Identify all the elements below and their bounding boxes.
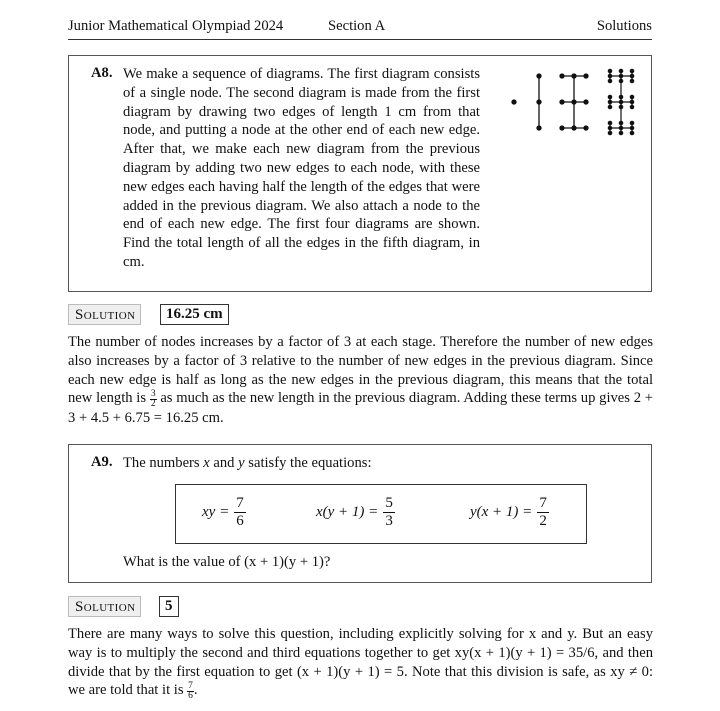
solution-a9-part-1: There are many ways to solve this question, including explicitly solving for x and y. But an easy way is to multiply the second and third equations together to get xy(x + 1)(y + 1) = 35/6, and then divide that by the first equation to get (x + 1)(y + 1) = 5. Note that this division is safe, as xy ≠ 0: we are told that it is [68, 626, 653, 699]
equation-3: y(x + 1) = $\frac{7}{2}$ [470, 495, 547, 529]
solution-a8-part-2: as much as the new length in the previous diagram. Adding these terms up gives 2 + 3 + 4.5 + 6.75 = 16.25 cm. [68, 390, 653, 426]
solution-label-a9: Solution [68, 596, 141, 617]
diagram-3 [560, 74, 588, 130]
solution-a8-fraction: $\frac{3}{2}$ [150, 388, 156, 409]
solution-text-a9 [68, 625, 653, 701]
solution-answer-a9: 5 [159, 596, 179, 617]
diagram-4 [608, 69, 633, 134]
header-title: Junior Mathematical Olympiad 2024 [68, 18, 284, 34]
page-header [68, 17, 652, 40]
question-a9-intro: The numbers x and y satisfy the equations: [123, 455, 372, 471]
header-section: Section A [328, 18, 386, 34]
solution-a9-fraction: $\frac{7}{6}$ [188, 680, 193, 701]
equations-box [175, 484, 587, 544]
question-a9-prompt: What is the value of (x + 1)(y + 1)? [123, 554, 331, 570]
equation-2: x(y + 1) = $\frac{5}{3}$ [316, 495, 393, 529]
question-a8-text: We make a sequence of diagrams. The first diagram consists of a single node. The second diagram is made from the first diagram by drawing two edges of length 1 cm from that node, and putting a node at the other end of each new edge. After that, we make each new diagram from the previous diagram by adding two new edges to each node, with these new edges each having half the length of the edges that were added in the previous diagram. We also attach a node to the end of each new edge. The first four diagrams are shown. Find the total length of all the edges in the fifth diagram, in cm. [123, 66, 480, 270]
question-a9-number: A9. [91, 454, 113, 470]
solution-label-a8: Solution [68, 304, 141, 325]
question-a8-box [68, 55, 652, 292]
equation-1: xy = $\frac{7}{6}$ [202, 495, 244, 529]
solution-a8-part-1: The number of nodes increases by a factor of 3 at each stage. Therefore the number of new edges also increases by a factor of 3 relative to the number of new edges in the previous diagram. Since each new edge is half as long as the new edges in the previous diagram, this means that the total new length is [68, 334, 653, 407]
question-a9-box [68, 444, 652, 583]
solution-a9-part-2: . [193, 682, 198, 699]
diagram-1 [512, 100, 516, 104]
solution-text-a8 [68, 333, 653, 427]
solution-answer-a8: 16.25 cm [160, 304, 229, 325]
node-diagram-sequence [509, 68, 639, 136]
question-a8-number: A8. [91, 65, 113, 81]
diagram-2 [537, 74, 541, 130]
header-solutions: Solutions [596, 18, 652, 34]
